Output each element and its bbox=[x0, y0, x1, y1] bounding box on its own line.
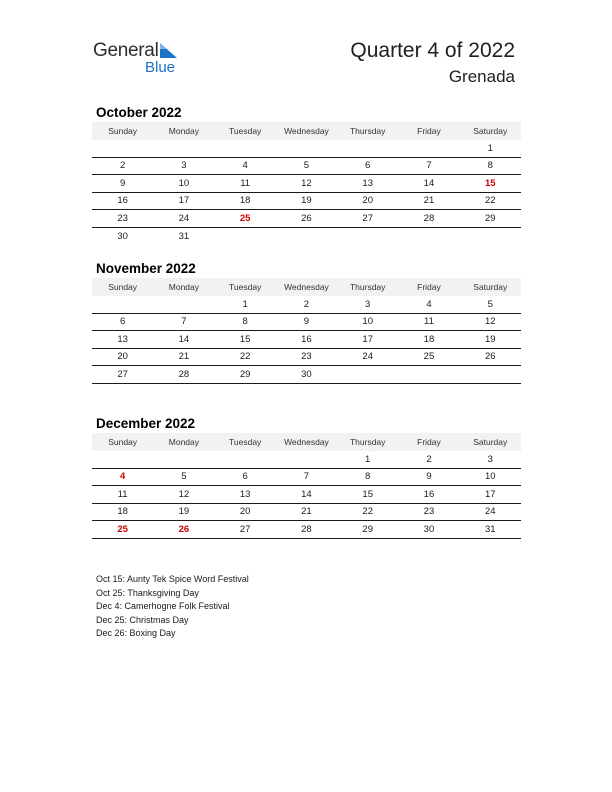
day-cell: 1 bbox=[487, 142, 493, 154]
week-row bbox=[92, 486, 521, 504]
day-cell: 18 bbox=[117, 506, 128, 518]
day-cell: 22 bbox=[362, 506, 373, 518]
day-cell: 19 bbox=[301, 195, 312, 207]
day-cell: 18 bbox=[423, 333, 435, 345]
week-row bbox=[92, 314, 521, 332]
week-row bbox=[92, 193, 521, 211]
day-cell: 29 bbox=[484, 212, 496, 224]
day-cell: 20 bbox=[239, 506, 251, 518]
day-cell: 30 bbox=[423, 523, 435, 535]
day-cell: 20 bbox=[362, 195, 373, 207]
day-cell: 7 bbox=[303, 471, 310, 483]
day-cell: 21 bbox=[178, 351, 190, 363]
day-cell: 31 bbox=[178, 230, 190, 242]
holiday-notes bbox=[96, 573, 249, 641]
day-cell: 31 bbox=[484, 523, 496, 535]
day-cell: 23 bbox=[301, 351, 312, 363]
day-cell: 24 bbox=[178, 212, 190, 224]
day-cell: 15 bbox=[484, 177, 496, 189]
month-title: December 2022 bbox=[96, 416, 196, 431]
weekday-label: Sunday bbox=[108, 126, 138, 136]
weekday-label: Wednesday bbox=[284, 126, 329, 136]
day-cell: 28 bbox=[301, 523, 312, 535]
logo-text-blue: Blue bbox=[145, 59, 176, 76]
day-cell: 12 bbox=[301, 177, 312, 189]
day-cell: 19 bbox=[484, 333, 496, 345]
day-cell: 14 bbox=[301, 488, 312, 500]
day-cell: 1 bbox=[242, 298, 248, 310]
day-cell: 30 bbox=[117, 230, 128, 242]
day-cell: 2 bbox=[426, 453, 432, 465]
day-cell: 9 bbox=[119, 177, 126, 189]
day-cell: 4 bbox=[242, 160, 248, 172]
day-cell: 12 bbox=[178, 488, 190, 500]
day-cell: 21 bbox=[301, 506, 312, 518]
day-cell: 8 bbox=[365, 471, 371, 483]
day-cell: 25 bbox=[239, 212, 251, 224]
brand-logo bbox=[93, 40, 193, 80]
day-cell: 16 bbox=[117, 195, 128, 207]
day-cell: 2 bbox=[119, 160, 126, 172]
day-cell: 11 bbox=[117, 488, 128, 500]
day-cell: 17 bbox=[484, 488, 496, 500]
week-row bbox=[92, 331, 521, 349]
day-cell: 8 bbox=[487, 160, 493, 172]
page-title: Quarter 4 of 2022 bbox=[350, 39, 515, 62]
day-cell: 25 bbox=[423, 351, 435, 363]
weeks-container bbox=[92, 140, 521, 245]
day-cell: 26 bbox=[301, 212, 312, 224]
day-cell: 13 bbox=[362, 177, 373, 189]
day-cell: 10 bbox=[484, 471, 496, 483]
weeks-container bbox=[92, 451, 521, 539]
weekday-label: Thursday bbox=[349, 282, 386, 292]
month-title: November 2022 bbox=[96, 261, 196, 276]
day-cell: 11 bbox=[424, 316, 434, 328]
day-cell: 11 bbox=[240, 177, 251, 189]
day-cell: 14 bbox=[423, 177, 435, 189]
day-cell: 19 bbox=[178, 506, 190, 518]
day-cell: 20 bbox=[117, 351, 128, 363]
day-cell: 7 bbox=[181, 316, 187, 328]
logo-text-general: General bbox=[93, 40, 159, 61]
day-cell: 5 bbox=[487, 298, 493, 310]
day-cell: 6 bbox=[119, 316, 126, 328]
weeks-container bbox=[92, 296, 521, 384]
weekday-label: Sunday bbox=[108, 282, 138, 292]
week-row bbox=[92, 175, 521, 193]
day-cell: 23 bbox=[423, 506, 435, 518]
week-row bbox=[92, 504, 521, 522]
day-cell: 13 bbox=[239, 488, 251, 500]
weekday-header bbox=[92, 122, 521, 140]
month-calendar-october bbox=[92, 103, 521, 245]
holiday-note: Dec 4: Camerhogne Folk Festival bbox=[96, 601, 230, 612]
weekday-label: Wednesday bbox=[284, 282, 329, 292]
day-cell: 17 bbox=[178, 195, 190, 207]
weekday-label: Monday bbox=[168, 282, 200, 292]
month-title: October 2022 bbox=[96, 105, 182, 120]
weekday-label: Saturday bbox=[473, 126, 508, 136]
day-cell: 4 bbox=[426, 298, 432, 310]
weekday-label: Wednesday bbox=[284, 437, 329, 447]
day-cell: 21 bbox=[423, 195, 435, 207]
holiday-note: Oct 15: Aunty Tek Spice Word Festival bbox=[96, 574, 249, 584]
day-cell: 5 bbox=[181, 471, 187, 483]
day-cell: 18 bbox=[239, 195, 251, 207]
day-cell: 15 bbox=[362, 488, 373, 500]
day-cell: 10 bbox=[362, 316, 373, 328]
weekday-label: Thursday bbox=[349, 437, 386, 447]
day-cell: 28 bbox=[178, 368, 190, 380]
day-cell: 3 bbox=[487, 453, 493, 465]
day-cell: 26 bbox=[484, 351, 496, 363]
day-cell: 28 bbox=[423, 212, 435, 224]
week-row bbox=[92, 158, 521, 176]
day-cell: 29 bbox=[239, 368, 251, 380]
day-cell: 27 bbox=[362, 212, 373, 224]
month-calendar-november bbox=[92, 259, 521, 384]
day-cell: 13 bbox=[117, 333, 128, 345]
day-cell: 24 bbox=[484, 506, 496, 518]
day-cell: 25 bbox=[117, 523, 128, 535]
weekday-label: Tuesday bbox=[229, 282, 262, 292]
weekday-header bbox=[92, 278, 521, 296]
weekday-label: Thursday bbox=[349, 126, 386, 136]
day-cell: 7 bbox=[426, 160, 432, 172]
holiday-note: Dec 25: Christmas Day bbox=[96, 614, 189, 625]
holiday-note: Oct 25: Thanksgiving Day bbox=[96, 587, 199, 598]
day-cell: 4 bbox=[119, 471, 126, 483]
day-cell: 6 bbox=[365, 160, 371, 172]
weekday-label: Monday bbox=[168, 126, 200, 136]
week-row bbox=[92, 349, 521, 367]
day-cell: 9 bbox=[303, 316, 310, 328]
day-cell: 26 bbox=[178, 523, 190, 535]
weekday-label: Friday bbox=[417, 126, 441, 136]
day-cell: 1 bbox=[365, 453, 371, 465]
day-cell: 6 bbox=[242, 471, 248, 483]
day-cell: 3 bbox=[365, 298, 371, 310]
week-row bbox=[92, 469, 521, 487]
day-cell: 10 bbox=[178, 177, 190, 189]
day-cell: 24 bbox=[362, 351, 373, 363]
weekday-label: Friday bbox=[417, 437, 441, 447]
week-row bbox=[92, 451, 521, 469]
weekday-label: Tuesday bbox=[229, 126, 262, 136]
day-cell: 22 bbox=[484, 195, 496, 207]
day-cell: 27 bbox=[239, 523, 251, 535]
day-cell: 3 bbox=[181, 160, 187, 172]
day-cell: 23 bbox=[117, 212, 128, 224]
weekday-label: Sunday bbox=[108, 437, 138, 447]
weekday-label: Friday bbox=[417, 282, 441, 292]
day-cell: 9 bbox=[426, 471, 432, 483]
week-row bbox=[92, 366, 521, 384]
day-cell: 16 bbox=[301, 333, 312, 345]
day-cell: 14 bbox=[178, 333, 190, 345]
day-cell: 16 bbox=[423, 488, 435, 500]
day-cell: 15 bbox=[239, 333, 251, 345]
week-row bbox=[92, 210, 521, 228]
week-row bbox=[92, 296, 521, 314]
holiday-note: Dec 26: Boxing Day bbox=[96, 628, 176, 639]
weekday-header bbox=[92, 433, 521, 451]
country-name: Grenada bbox=[448, 67, 515, 86]
day-cell: 5 bbox=[303, 160, 310, 172]
day-cell: 30 bbox=[301, 368, 312, 380]
month-calendar-december bbox=[92, 414, 521, 539]
weekday-label: Saturday bbox=[473, 437, 508, 447]
logo-triangle-icon bbox=[160, 43, 177, 58]
day-cell: 22 bbox=[239, 351, 251, 363]
day-cell: 29 bbox=[362, 523, 373, 535]
weekday-label: Monday bbox=[168, 437, 200, 447]
day-cell: 27 bbox=[117, 368, 128, 380]
day-cell: 17 bbox=[362, 333, 373, 345]
weekday-label: Tuesday bbox=[229, 437, 262, 447]
week-row bbox=[92, 140, 521, 158]
day-cell: 8 bbox=[242, 316, 248, 328]
day-cell: 12 bbox=[484, 316, 496, 328]
weekday-label: Saturday bbox=[473, 282, 508, 292]
week-row bbox=[92, 228, 521, 246]
week-row bbox=[92, 521, 521, 539]
day-cell: 2 bbox=[303, 298, 310, 310]
